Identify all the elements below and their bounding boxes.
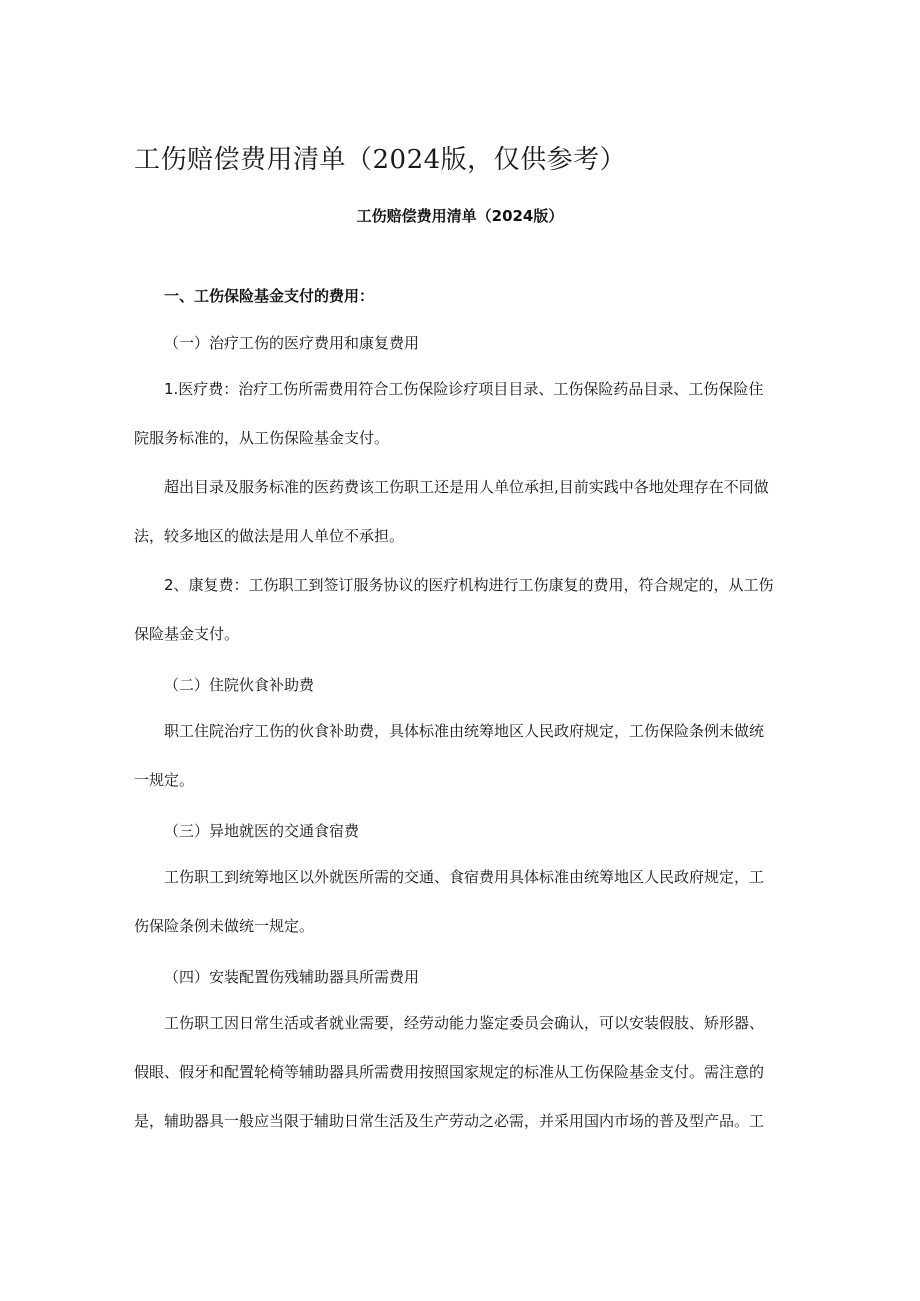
paragraph-rehab-fee (134, 561, 790, 659)
paragraph-medical-fee (134, 365, 790, 463)
paragraph-line: 一规定。 (134, 771, 195, 789)
paragraph-line: 职工住院治疗工伤的伙食补助费，具体标准由统筹地区人民政府规定，工伤保险条例未做统 (164, 722, 765, 740)
paragraph-line: 1.医疗费：治疗工伤所需费用符合工伤保险诊疗项目目录、工伤保险药品目录、工伤保险住 (164, 380, 764, 398)
paragraph-line: 工伤职工到统筹地区以外就医所需的交通、食宿费用具体标准由统筹地区人民政府规定，工 (164, 868, 765, 886)
paragraph-line: 假眼、假牙和配置轮椅等辅助器具所需费用按照国家规定的标准从工伤保险基金支付。需注意的 (134, 1063, 765, 1081)
item-heading-3: （三）异地就医的交通食宿费 (164, 822, 360, 840)
paragraph-line: 工伤职工因日常生活或者就业需要，经劳动能力鉴定委员会确认，可以安装假肢、矫形器、 (164, 1014, 765, 1032)
paragraph-line: 院服务标准的，从工伤保险基金支付。 (134, 429, 390, 447)
paragraph-line: 超出目录及服务标准的医药费该工伤职工还是用人单位承担,目前实践中各地处理存在不同做 (164, 478, 769, 496)
paragraph-travel-cost (134, 853, 790, 951)
item-heading-4: （四）安装配置伤残辅助器具所需费用 (164, 968, 420, 986)
item-heading-2: （二）住院伙食补助费 (164, 676, 315, 694)
document-title: 工伤赔偿费用清单（2024版，仅供参考） (134, 145, 627, 175)
item-heading-1: （一）治疗工伤的医疗费用和康复费用 (164, 334, 420, 352)
paragraph-line: 是，辅助器具一般应当限于辅助日常生活及生产劳动之必需，并采用国内市场的普及型产品。工 (134, 1112, 765, 1130)
section-heading-1: 一、工伤保险基金支付的费用： (164, 287, 375, 305)
paragraph-meal-subsidy (134, 707, 790, 805)
paragraph-line: 伤保险条例未做统一规定。 (134, 917, 315, 935)
paragraph-line: 2、康复费：工伤职工到签订服务协议的医疗机构进行工伤康复的费用，符合规定的，从工伤 (164, 576, 774, 594)
paragraph-assistive-devices (134, 999, 790, 1146)
paragraph-excess-cost (134, 463, 790, 561)
paragraph-line: 法，较多地区的做法是用人单位不承担。 (134, 527, 405, 545)
document-subtitle: 工伤赔偿费用清单（2024版） (356, 207, 564, 225)
paragraph-line: 保险基金支付。 (134, 625, 240, 643)
